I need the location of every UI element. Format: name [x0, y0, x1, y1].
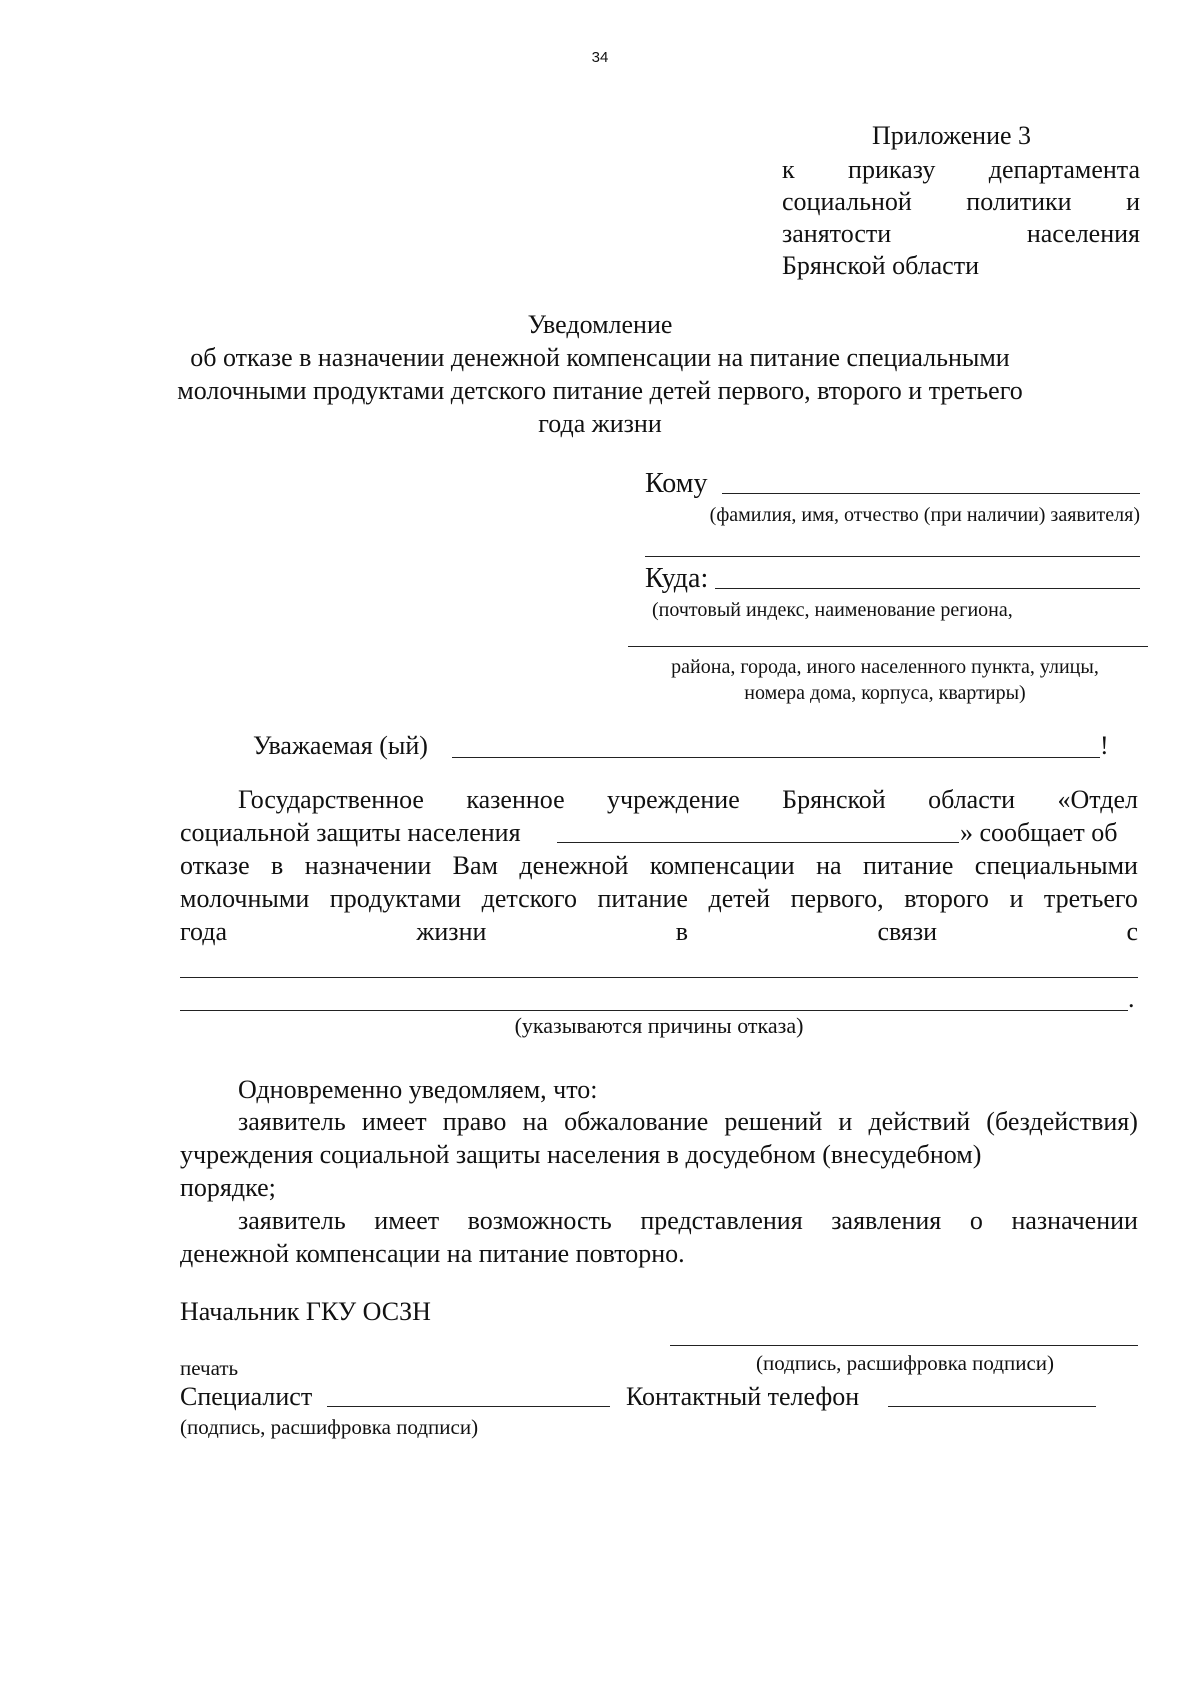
notice-subheading-line: года жизни — [538, 409, 662, 438]
notice-subheading-line: об отказе в назначении денежной компенсации на питание специальными — [190, 343, 1010, 372]
to-label: Кому — [645, 468, 708, 499]
body-line: молочными продуктами детского питание детей первого, второго и третьего — [180, 884, 1138, 913]
phone-label: Контактный телефон — [626, 1382, 860, 1411]
notice-heading: Уведомление — [527, 310, 673, 339]
notice-title — [140, 308, 1060, 440]
specialist-label: Специалист — [180, 1382, 313, 1411]
body-line: отказе в назначении Вам денежной компенсации на питание специальными — [180, 851, 1138, 880]
notice-subheading-line: молочными продуктами детского питание детей первого, второго и третьего — [177, 376, 1023, 405]
notification-line: учреждения социальной защиты населения в досудебном (внесудебном) — [180, 1140, 982, 1169]
body-line-2-end: » сообщает об — [960, 818, 1118, 847]
greeting-end-mark: ! — [1100, 731, 1109, 760]
appendix-line: Брянской области — [782, 251, 979, 280]
department-name-line[interactable] — [557, 842, 959, 843]
phone-field-line[interactable] — [888, 1406, 1096, 1407]
where-field-line-2[interactable] — [628, 646, 1148, 647]
reason-end-mark: . — [1128, 984, 1135, 1013]
notification-line: заявитель имеет возможность представления заявления о назначении — [238, 1206, 1138, 1235]
body-line: Государственное казенное учреждение Брянской области «Отдел — [238, 785, 1138, 814]
head-signature-line[interactable] — [670, 1345, 1138, 1346]
reason-line-1[interactable] — [180, 977, 1138, 978]
specialist-signature-hint: (подпись, расшифровка подписи) — [180, 1415, 479, 1439]
notification-line: заявитель имеет право на обжалование решений и действий (бездействия) — [238, 1107, 1138, 1136]
appendix-line: занятости населения — [782, 219, 1140, 248]
appendix-line: социальной политики и — [782, 187, 1140, 216]
greeting-label: Уважаемая (ый) — [253, 731, 428, 760]
where-hint-1: (почтовый индекс, наименование региона, — [652, 599, 1013, 621]
where-hint-3: номера дома, корпуса, квартиры) — [744, 682, 1026, 704]
appendix-title: Приложение 3 — [872, 121, 1032, 150]
notification-intro: Одновременно уведомляем, что: — [238, 1075, 598, 1104]
page-number: 34 — [591, 49, 609, 66]
appendix-block — [782, 120, 1140, 282]
head-signature-hint: (подпись, расшифровка подписи) — [755, 1351, 1055, 1375]
where-hint-2: района, города, иного населенного пункта, улицы, — [671, 656, 1099, 678]
reason-line-2[interactable] — [180, 1010, 1128, 1011]
to-hint: (фамилия, имя, отчество (при наличии) заявителя) — [709, 504, 1140, 526]
reason-hint: (указываются причины отказа) — [514, 1013, 804, 1038]
to-field-line-2[interactable] — [645, 556, 1140, 557]
stamp-label: печать — [180, 1356, 239, 1380]
appendix-line: к приказу департамента — [782, 155, 1140, 184]
specialist-signature-line[interactable] — [327, 1406, 610, 1407]
where-label: Куда: — [645, 563, 709, 594]
body-line: года жизни в связи с — [180, 917, 1138, 946]
where-field-line[interactable] — [715, 588, 1140, 589]
notification-line: денежной компенсации на питание повторно. — [180, 1239, 685, 1268]
body-line-2-start: социальной защиты населения — [180, 818, 521, 847]
greeting-name-line[interactable] — [452, 757, 1100, 758]
notification-line: порядке; — [180, 1173, 276, 1202]
to-field-line[interactable] — [722, 493, 1140, 494]
head-title: Начальник ГКУ ОСЗН — [180, 1297, 431, 1326]
